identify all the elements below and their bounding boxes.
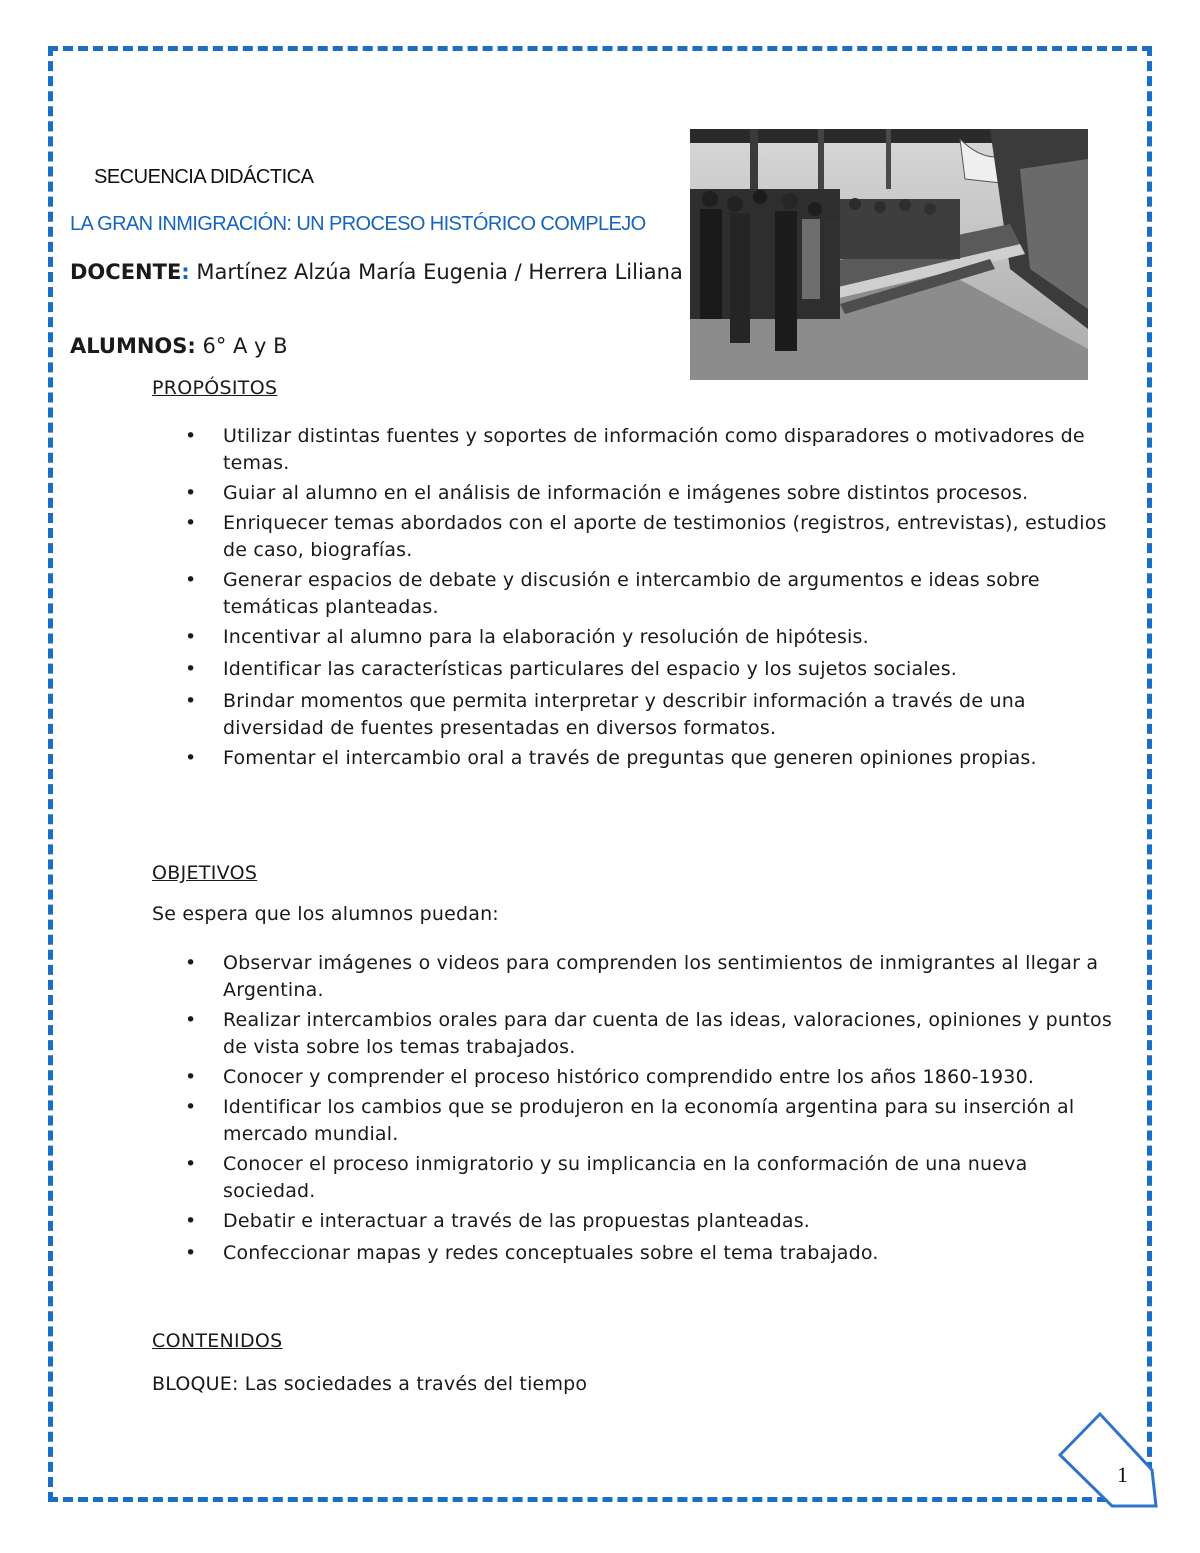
bullet-icon: • (185, 512, 197, 534)
bullet-icon: • (185, 1009, 197, 1031)
list-item-text: Debatir e interactuar a través de las propuestas planteadas. (223, 1210, 811, 1232)
list-item-text: Identificar los cambios que se produjeron en la economía argentina para su inserción al mercado mundial. (223, 1096, 1075, 1145)
bullet-icon: • (185, 425, 197, 447)
list-item-text: Observar imágenes o videos para comprenden los sentimientos de inmigrantes al llegar a Argentina. (223, 952, 1099, 1001)
page-number: 1 (1117, 1462, 1128, 1487)
bullet-icon: • (185, 1153, 197, 1175)
bullet-icon: • (185, 1066, 197, 1088)
docente-label: DOCENTE (70, 260, 182, 284)
list-item-text: Enriquecer temas abordados con el aporte de testimonios (registros, entrevistas), estudios de caso, biografías. (223, 512, 1107, 561)
alumnos-value: 6° A y B (195, 334, 288, 358)
bullet-icon: • (185, 658, 197, 680)
immigrants-port-photo (690, 129, 1088, 380)
contenidos-heading: CONTENIDOS (152, 1330, 283, 1352)
list-item (185, 1007, 1125, 1061)
list-item (185, 656, 1125, 683)
bullet-icon: • (185, 569, 197, 591)
objetivos-heading: OBJETIVOS (152, 862, 258, 884)
bullet-icon: • (185, 1242, 197, 1264)
list-item (185, 1094, 1125, 1148)
bullet-icon: • (185, 952, 197, 974)
list-item-text: Utilizar distintas fuentes y soportes de información como disparadores o motivadores de temas. (223, 425, 1085, 474)
list-item (185, 745, 1125, 772)
list-item-text: Confeccionar mapas y redes conceptuales sobre el tema trabajado. (223, 1242, 879, 1264)
list-item (185, 1151, 1125, 1205)
docente-colon: : (181, 260, 190, 284)
list-item-text: Fomentar el intercambio oral a través de preguntas que generen opiniones propias. (223, 747, 1037, 769)
list-item-text: Incentivar al alumno para la elaboración y resolución de hipótesis. (223, 626, 869, 648)
docente-value: Martínez Alzúa María Eugenia / Herrera Liliana (189, 260, 683, 284)
list-item (185, 950, 1125, 1004)
list-item (185, 1240, 1125, 1267)
bullet-icon: • (185, 1096, 197, 1118)
document-title: SECUENCIA DIDÁCTICA (94, 166, 314, 188)
list-item (185, 1208, 1125, 1235)
list-item-text: Conocer y comprender el proceso histórico comprendido entre los años 1860-1930. (223, 1066, 1035, 1088)
bullet-icon: • (185, 747, 197, 769)
propositos-list (185, 423, 1125, 772)
page-corner-shape (1052, 1410, 1162, 1515)
list-item-text: Brindar momentos que permita interpretar y describir información a través de una diversidad de fuentes presentadas en diversos formatos. (223, 690, 1026, 739)
alumnos-line (70, 334, 288, 358)
list-item-text: Conocer el proceso inmigratorio y su implicancia en la conformación de una nueva sociedad. (223, 1153, 1028, 1202)
list-item (185, 480, 1125, 507)
propositos-heading: PROPÓSITOS (152, 377, 278, 399)
list-item (185, 624, 1125, 651)
objetivos-list (185, 950, 1125, 1267)
list-item-text: Identificar las características particulares del espacio y los sujetos sociales. (223, 658, 958, 680)
alumnos-label: ALUMNOS: (70, 334, 196, 358)
photo-illustration (690, 129, 1088, 380)
docente-line (70, 258, 685, 287)
bloque-text: BLOQUE: Las sociedades a través del tiempo (152, 1373, 588, 1395)
objetivos-intro: Se espera que los alumnos puedan: (152, 903, 499, 925)
bullet-icon: • (185, 690, 197, 712)
list-item (185, 1064, 1125, 1091)
list-item (185, 688, 1125, 742)
list-item-text: Guiar al alumno en el análisis de información e imágenes sobre distintos procesos. (223, 482, 1029, 504)
list-item (185, 510, 1125, 564)
list-item-text: Generar espacios de debate y discusión e intercambio de argumentos e ideas sobre temáticas planteadas. (223, 569, 1040, 618)
bullet-icon: • (185, 626, 197, 648)
bullet-icon: • (185, 1210, 197, 1232)
bullet-icon: • (185, 482, 197, 504)
list-item (185, 567, 1125, 621)
list-item (185, 423, 1125, 477)
list-item-text: Realizar intercambios orales para dar cuenta de las ideas, valoraciones, opiniones y puntos de vista sobre los temas trabajados. (223, 1009, 1112, 1058)
document-subtitle: LA GRAN INMIGRACIÓN: UN PROCESO HISTÓRICO COMPLEJO (70, 213, 646, 235)
